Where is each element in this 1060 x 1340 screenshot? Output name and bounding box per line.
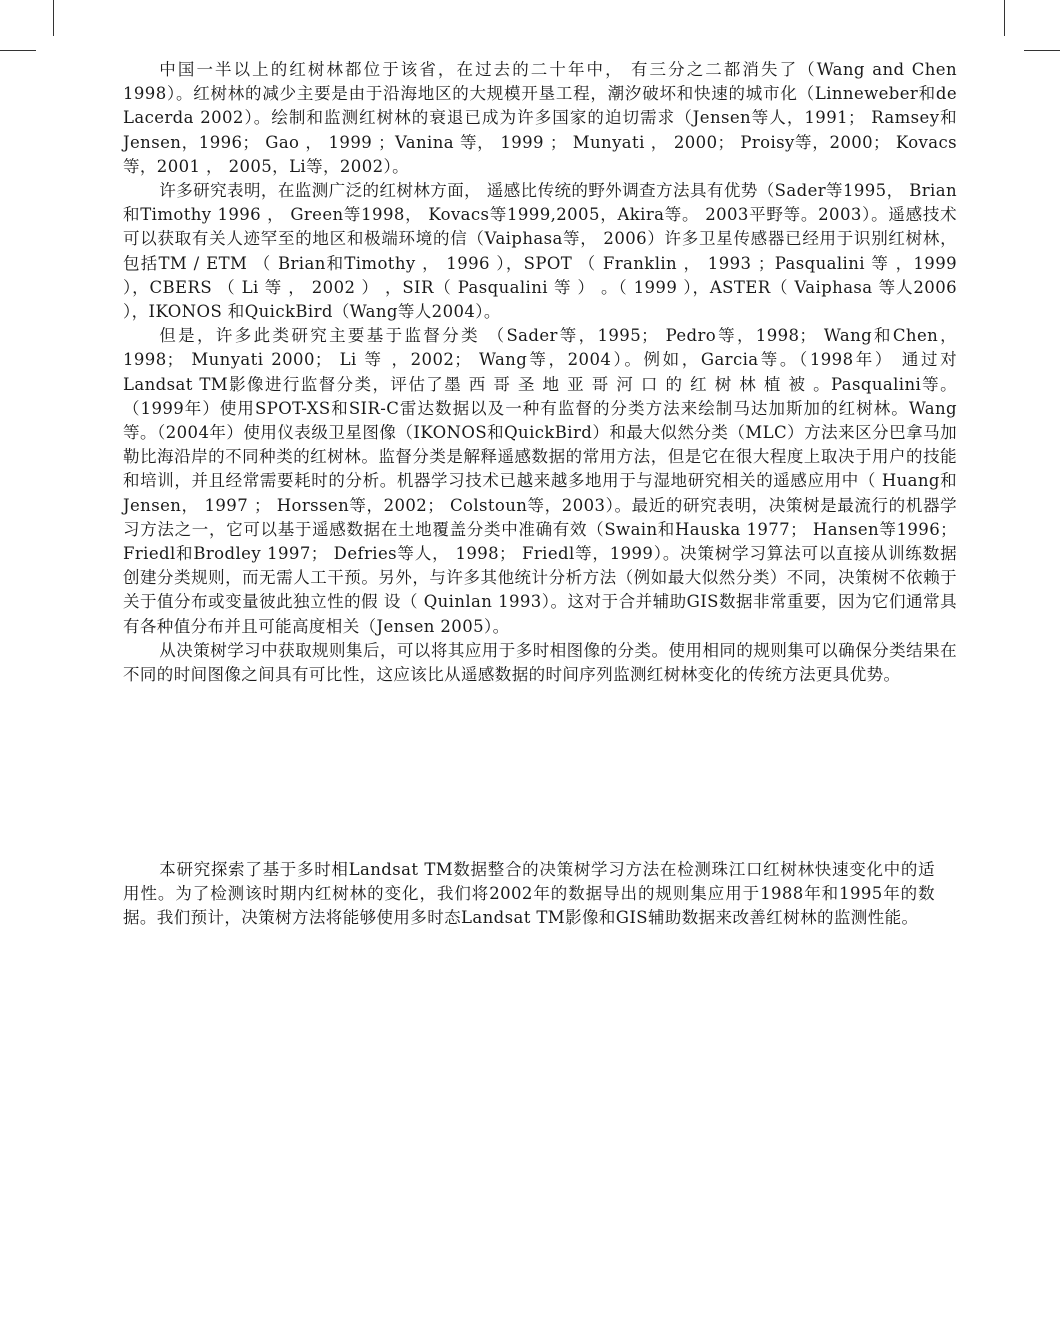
study-objective-text: [123, 858, 935, 931]
crop-mark-top-left-horizontal: [0, 50, 36, 51]
crop-mark-top-right-horizontal: [1024, 50, 1060, 51]
paragraph-remote-sensing-advantages: 许多研究表明，在监测广泛的红树林方面， 遥感比传统的野外调查方法具有优势（Sader等1995， Brian和Timothy 1996 ， Green等1998， Kovacs等1999,2005，Akira等。 2003平野等。2003）。遥感技术可以获取有关人迹罕至的地区和极端环境的信（Vaiphasa等， 2006）许多卫星传感器已经用于识别红树林， 包括TM / ETM （ Brian和Timothy ， 1996 ），SPOT （ Franklin ， 1993 ；Pasqualini 等 ，1999 ），CBERS （ Li 等 ， 2002 ） ，SIR（ Pasqualini 等 ） 。（ 1999 ），ASTER（ Vaiphasa 等人2006 ），IKONOS 和QuickBird（Wang等人2004）。: [123, 181, 957, 322]
crop-mark-top-right-vertical: [1004, 0, 1005, 36]
paragraph-study-objective: 本研究探索了基于多时相Landsat TM数据整合的决策树学习方法在检测珠江口红树林快速变化中的适用性。为了检测该时期内红树林的变化，我们将2002年的数据导出的规则集应用于1988年和1995年的数据。我们预计，决策树方法将能够使用多时态Landsat TM影像和GIS辅助数据来改善红树林的监测性能。: [123, 860, 935, 928]
crop-mark-top-left-vertical: [53, 0, 54, 36]
body-text: [123, 58, 957, 687]
paragraph-mangrove-loss: 中国一半以上的红树林都位于该省，在过去的二十年中， 有三分之二都消失了（Wang and Chen 1998）。红树林的减少主要是由于沿海地区的大规模开垦工程，潮汐破坏和快速的城市化（Linneweber和de Lacerda 2002）。绘制和监测红树林的衰退已成为许多国家的迫切需求（Jensen等人，1991； Ramsey和Jensen，1996； Gao ， 1999 ；Vanina 等， 1999 ； Munyati ， 2000； Proisy等，2000； Kovacs等，2001 ， 2005，Li等，2002）。: [123, 60, 957, 176]
paragraph-rule-sets: 从决策树学习中获取规则集后，可以将其应用于多时相图像的分类。使用相同的规则集可以确保分类结果在不同的时间图像之间具有可比性，这应该比从遥感数据的时间序列监测红树林变化的传统方法更具优势。: [123, 640, 957, 685]
paragraph-supervised-classification: 但是，许多此类研究主要基于监督分类 （Sader等，1995； Pedro等，1998； Wang和Chen，1998； Munyati 2000； Li 等 ，2002； Wang等，2004）。例如，Garcia等。（1998年） 通过对Landsat TM影像进行监督分类，评估了墨 西 哥 圣 地 亚 哥 河 口 的 红 树 林 植 被 。Pasqualini等。（1999年）使用SPOT-XS和SIR-C雷达数据以及一种有监督的分类方法来绘制马达加斯加的红树林。Wang等。（2004年）使用仪表级卫星图像（IKONOS和QuickBird）和最大似然分类（MLC）方法来区分巴拿马加勒比海沿岸的不同种类的红树林。监督分类是解释遥感数据的常用方法，但是它在很大程度上取决于用户的技能和培训，并且经常需要耗时的分析。机器学习技术已越来越多地用于与湿地研究相关的遥感应用中（ Huang和Jensen， 1997 ； Horssen等，2002； Colstoun等，2003）。最近的研究表明，决策树是最流行的机器学习方法之一，它可以基于遥感数据在土地覆盖分类中准确有效（Swain和Hauska 1977； Hansen等1996； Friedl和Brodley 1997； Defries等人， 1998； Friedl等，1999）。决策树学习算法可以直接从训练数据创建分类规则，而无需人工干预。另外，与许多其他统计分析方法（例如最大似然分类）不同，决策树不依赖于关于值分布或变量彼此独立性的假 设（ Quinlan 1993）。这对于合并辅助GIS数据非常重要，因为它们通常具有各种值分布并且可能高度相关（Jensen 2005）。: [123, 326, 957, 636]
